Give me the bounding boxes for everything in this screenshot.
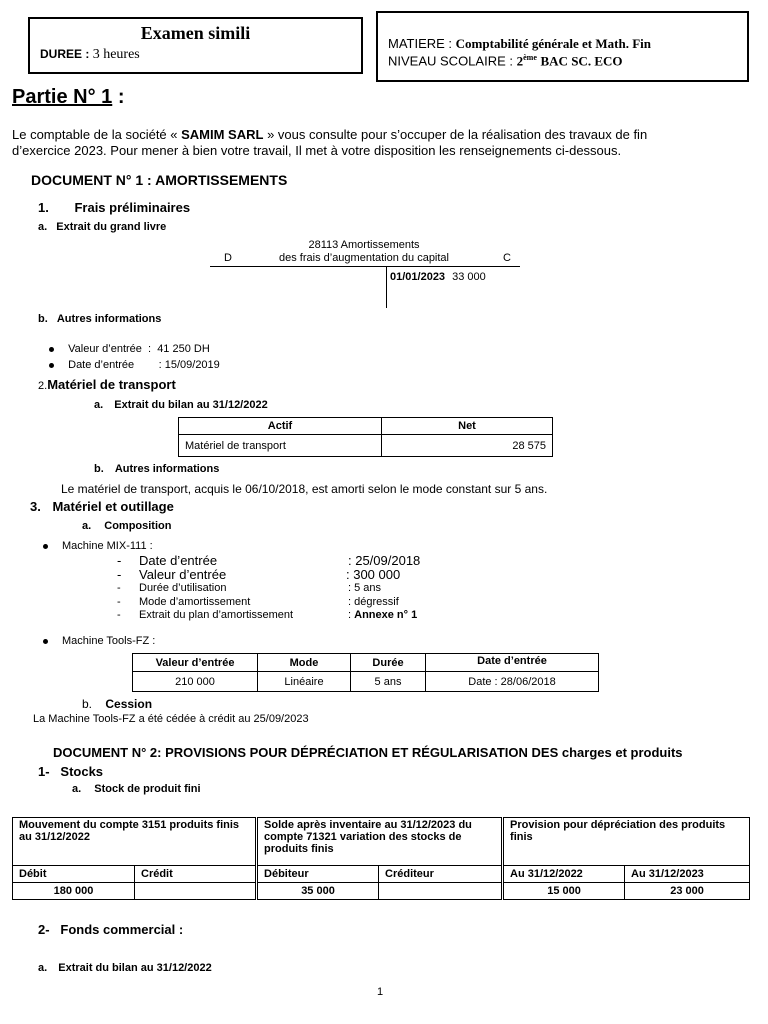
- machine1-item: [117, 567, 401, 582]
- s1-num: 1.: [38, 200, 49, 215]
- machine2-label: [43, 635, 155, 647]
- s2b-num: b.: [94, 463, 104, 475]
- machine2-cell: 210 000: [133, 672, 258, 692]
- s1b-item-text: Valeur d’entrée : 41 250 DH: [68, 343, 210, 355]
- s2a-title: Extrait du bilan au 31/12/2022: [114, 399, 268, 411]
- page-number: 1: [377, 986, 384, 998]
- s3-heading: [30, 499, 174, 514]
- stock-value: 15 000: [503, 883, 625, 900]
- doc2-s2a-num: a.: [38, 962, 48, 974]
- machine1-item: [117, 596, 399, 608]
- ledger-title-1: 28113 Amortissements: [308, 239, 420, 251]
- machine1-item-value: : 300 000: [346, 567, 401, 582]
- bilan-header-actif: Actif: [179, 418, 382, 435]
- niveau-value: BAC SC. ECO: [540, 53, 623, 69]
- stock-subheader: Au 31/12/2023: [625, 866, 750, 883]
- stock-value: [379, 883, 503, 900]
- s3-title: Matériel et outillage: [52, 499, 174, 514]
- matiere-label: MATIERE :: [388, 36, 453, 51]
- bilan-cell-actif: Matériel de transport: [179, 435, 382, 457]
- niveau-label: NIVEAU SCOLAIRE :: [388, 53, 513, 69]
- s3-num: 3.: [30, 499, 41, 514]
- item-dash: -: [117, 567, 122, 582]
- s2b-text: Le matériel de transport, acquis le 06/10/2018, est amorti selon le mode constant sur 5 ans.: [61, 482, 548, 496]
- machine1-label: [43, 540, 153, 552]
- ledger-entry-date: 01/01/2023: [390, 271, 446, 283]
- duree-line: [40, 47, 140, 63]
- exam-header-box: [28, 17, 363, 74]
- doc2-s1-heading: 1- Stocks: [38, 764, 104, 779]
- intro-pre: Le comptable de la société «: [12, 127, 182, 142]
- stock-table: [12, 817, 750, 900]
- machine2-cell: 5 ans: [351, 672, 426, 692]
- niveau-prefix: 2: [516, 53, 524, 69]
- ledger-entry: [390, 271, 486, 283]
- niveau-line: [388, 53, 623, 69]
- s1b-num: b.: [38, 313, 48, 325]
- doc2-s2a-title: Extrait du bilan au 31/12/2022: [58, 962, 212, 974]
- ledger-horizontal-rule: [210, 266, 520, 267]
- s1-title: Frais préliminaires: [74, 200, 191, 215]
- machine1-item-label: Mode d’amortissement: [139, 596, 251, 608]
- machine2-text: Machine Tools-FZ :: [62, 635, 156, 647]
- s3a-title: Composition: [104, 520, 172, 532]
- doc2-s1a-heading: [72, 783, 201, 795]
- s1b-item: [43, 347, 220, 371]
- partie-title-text: Partie N° 1: [12, 86, 113, 108]
- s3a-heading: [82, 520, 171, 532]
- s1a-heading: [38, 221, 166, 233]
- exam-title: Examen simili: [140, 23, 251, 43]
- stock-subheader: Débit: [13, 866, 135, 883]
- bullet-icon: [49, 363, 54, 368]
- stock-value: [135, 883, 257, 900]
- machine1-item-label: Durée d’utilisation: [139, 582, 227, 594]
- s2b-title: Autres informations: [114, 463, 220, 475]
- intro-line2: d’exercice 2023. Pour mener à bien votre travail, Il met à votre disposition les renseignements ci-dessous.: [12, 143, 622, 158]
- machine1-item-label: Date d’entrée: [139, 553, 218, 568]
- niveau-sup: ème: [523, 53, 537, 62]
- item-dash: -: [117, 582, 121, 594]
- doc1-title: DOCUMENT N° 1 : AMORTISSEMENTS: [31, 172, 288, 188]
- intro-post: » vous consulte pour s’occuper de la réalisation des travaux de fin: [263, 127, 648, 142]
- stock-value: 180 000: [13, 883, 135, 900]
- bilan-cell-net: 28 575: [382, 435, 553, 457]
- intro-company: SAMIM SARL: [181, 127, 264, 142]
- machine2-header: Date d’entrée: [426, 654, 599, 672]
- intro-paragraph: [12, 127, 757, 159]
- s2a-heading: [94, 399, 268, 411]
- duree-label: DUREE :: [40, 47, 90, 61]
- machine1-item-label: Valeur d’entrée: [139, 567, 227, 582]
- machine2-cell: Date : 28/06/2018: [426, 672, 599, 692]
- s2-heading: [38, 377, 176, 392]
- stock-group-header: Mouvement du compte 3151 produits finis au 31/12/2022: [13, 818, 257, 866]
- machine1-item: [117, 582, 382, 594]
- s2-title: Matériel de transport: [47, 377, 176, 392]
- machine2-table: [132, 653, 599, 692]
- machine2-header: Valeur d’entrée: [133, 654, 258, 672]
- item-dash: -: [117, 596, 121, 608]
- s3b-heading: [82, 697, 152, 711]
- s3b-num: b.: [82, 697, 93, 711]
- stock-subheader: Débiteur: [257, 866, 379, 883]
- ledger-debit-label: D: [224, 252, 232, 264]
- s1a-title: Extrait du grand livre: [56, 221, 167, 233]
- bullet-icon: [43, 544, 48, 549]
- s1b-item-text: Date d’entrée : 15/09/2019: [68, 359, 220, 371]
- stock-value: 23 000: [625, 883, 750, 900]
- s3a-num: a.: [82, 520, 92, 532]
- doc2-s1a-num: a.: [72, 783, 82, 795]
- partie-colon: :: [117, 86, 125, 108]
- ledger-vertical-rule: [386, 266, 387, 308]
- machine1-item: [117, 553, 421, 568]
- machine2-header: Durée: [351, 654, 426, 672]
- machine1-item-value: : 25/09/2018: [348, 553, 421, 568]
- s1-heading: [38, 200, 190, 215]
- s1a-num: a.: [38, 221, 48, 233]
- s2b-heading: [94, 463, 219, 475]
- subject-header-box: [376, 11, 749, 82]
- doc2-title: DOCUMENT N° 2: PROVISIONS POUR DÉPRÉCIATION ET RÉGULARISATION DES charges et produits: [53, 745, 683, 760]
- s2-num: 2.: [38, 380, 48, 392]
- ledger-entry-amount: 33 000: [452, 271, 486, 283]
- s2a-num: a.: [94, 399, 104, 411]
- matiere-value: Comptabilité générale et Math. Fin: [455, 36, 651, 51]
- machine2-header: Mode: [258, 654, 351, 672]
- doc2-s2a-heading: [38, 962, 212, 974]
- machine1-item: [117, 609, 418, 621]
- item-dash: -: [117, 609, 121, 621]
- stock-subheader: Au 31/12/2022: [503, 866, 625, 883]
- machine1-item-value: : dégressif: [348, 596, 399, 608]
- stock-subheader: Créditeur: [379, 866, 503, 883]
- stock-group-header: Provision pour dépréciation des produits finis: [503, 818, 750, 866]
- partie-title: [12, 86, 125, 109]
- s3b-text: La Machine Tools-FZ a été cédée à crédit au 25/09/2023: [33, 713, 309, 725]
- item-dash: -: [117, 553, 122, 568]
- annexe-ref: Annexe n° 1: [354, 609, 418, 621]
- ledger-title-2: des frais d’augmentation du capital: [279, 252, 449, 264]
- machine2-cell: Linéaire: [258, 672, 351, 692]
- s1b-heading: [38, 313, 161, 325]
- doc2-s2-heading: 2- Fonds commercial :: [38, 922, 184, 937]
- s3b-title: Cession: [105, 697, 153, 711]
- bullet-icon: [43, 639, 48, 644]
- bilan-header-net: Net: [382, 418, 553, 435]
- stock-subheader: Crédit: [135, 866, 257, 883]
- stock-value: 35 000: [257, 883, 379, 900]
- s1b-title: Autres informations: [56, 313, 162, 325]
- machine1-item-value: : 5 ans: [348, 582, 382, 594]
- bilan-table: [178, 417, 553, 457]
- machine1-item-label: Extrait du plan d’amortissement: [139, 609, 294, 621]
- doc2-s1a-title: Stock de produit fini: [94, 783, 201, 795]
- stock-group-header: Solde après inventaire au 31/12/2023 du compte 71321 variation des stocks de produits finis: [257, 818, 503, 866]
- duree-value: 3 heures: [92, 47, 140, 62]
- ledger-credit-label: C: [503, 252, 511, 264]
- machine1-item-value-pre: :: [348, 609, 355, 621]
- machine1-text: Machine MIX-111 :: [62, 540, 153, 552]
- matiere-line: [388, 36, 651, 52]
